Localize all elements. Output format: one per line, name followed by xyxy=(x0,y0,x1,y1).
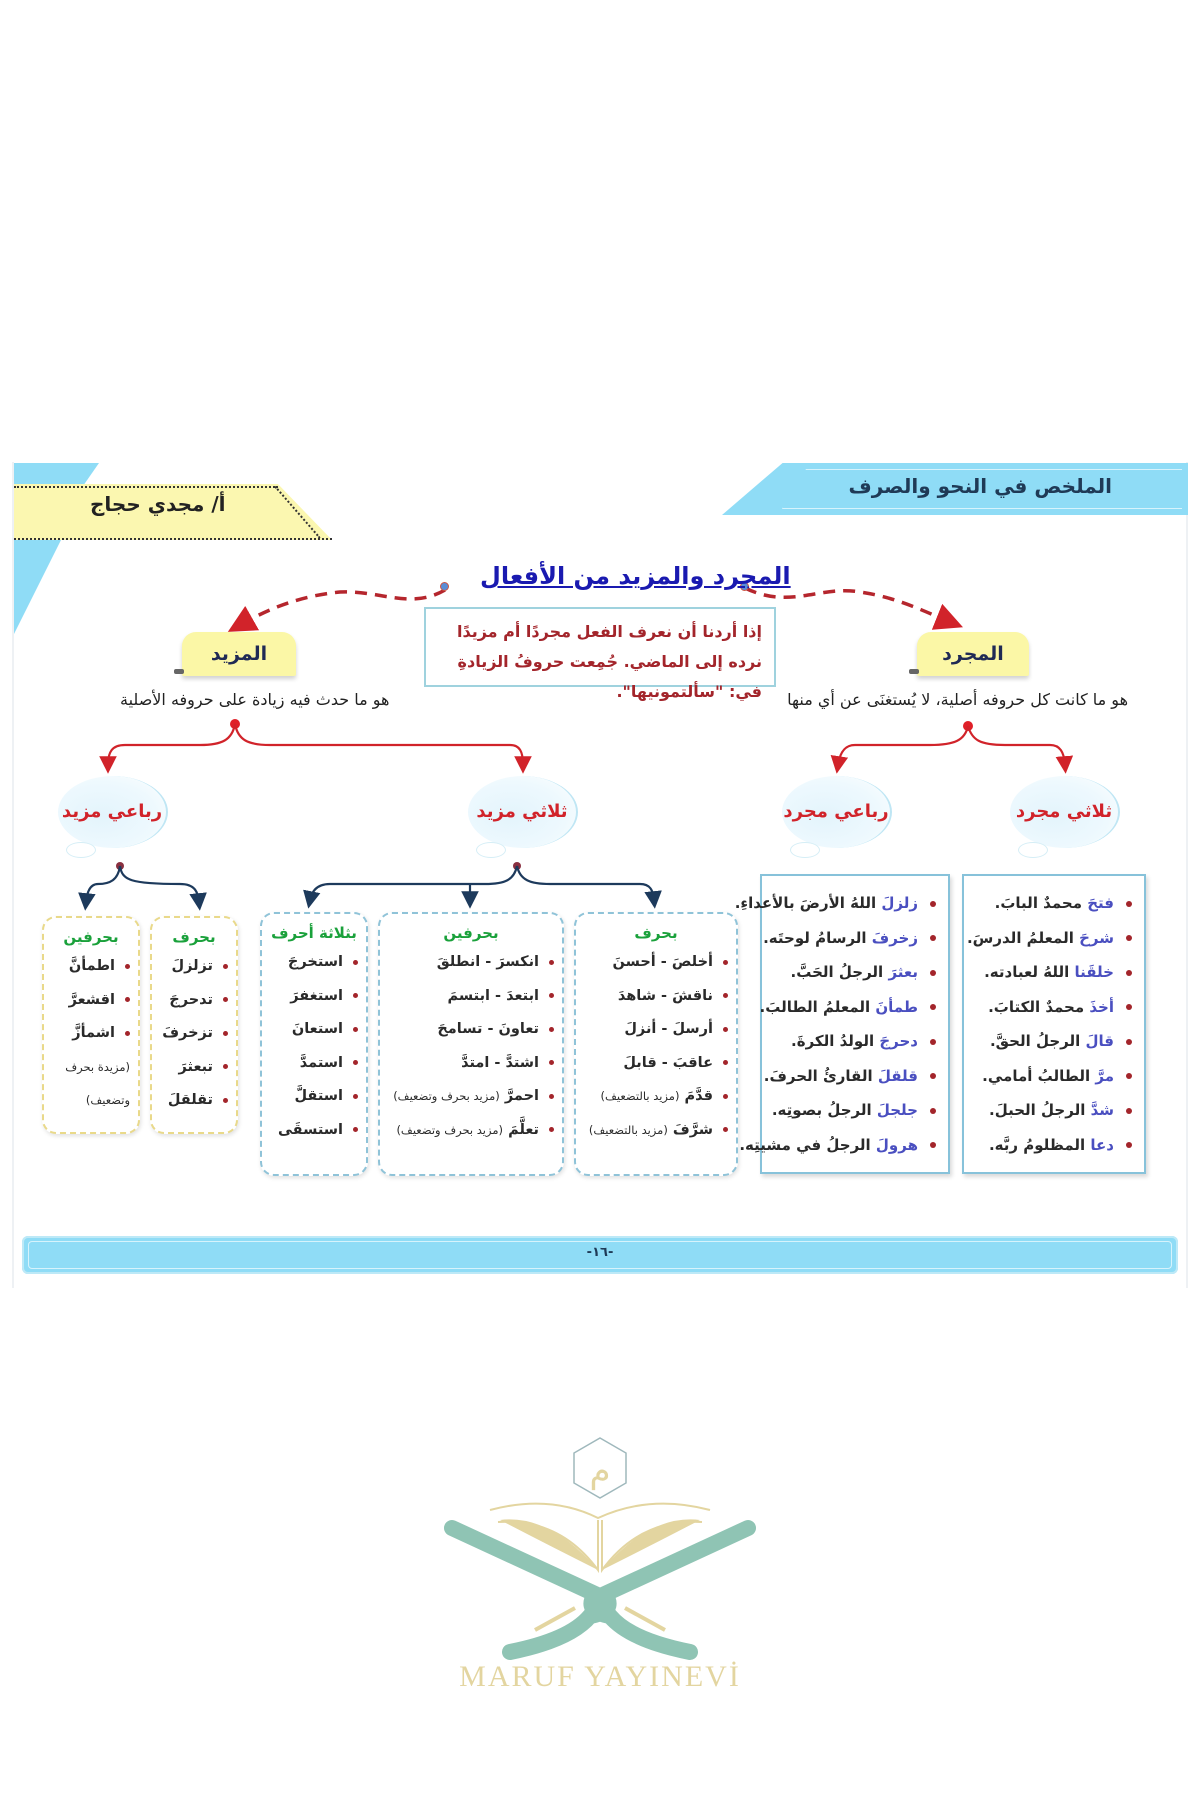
thulathi-mazeed-bubble xyxy=(468,776,578,848)
thulathi-mazeed-label: ثلاثي مزيد xyxy=(476,801,568,822)
example-item: شرَّفَ (مزيد بالتضعيف) xyxy=(580,1114,728,1148)
example-item: اشتدَّ - امتدَّ xyxy=(384,1047,554,1081)
thulathi-mazeed-one-letter xyxy=(574,912,738,1176)
example-item: قالَ الرجلُ الحقَّ. xyxy=(970,1024,1132,1059)
author-ribbon-border xyxy=(14,486,278,488)
example-item: قدَّمَ (مزيد بالتضعيف) xyxy=(580,1080,728,1114)
example-item: تعاونَ - تسامحَ xyxy=(384,1013,554,1047)
mujarrad-label: المجرد xyxy=(942,643,1004,665)
example-item: تزخرفَ xyxy=(156,1017,228,1051)
example-item: تدحرجَ xyxy=(156,984,228,1018)
example-item: بعثرَ الرجلُ الحَبَّ. xyxy=(768,955,936,990)
mazeed-definition: هو ما حدث فيه زيادة على حروفه الأصلية xyxy=(120,690,390,709)
example-item: عاقبَ - قابلَ xyxy=(580,1047,728,1081)
example-item: انكسرَ - انطلقَ xyxy=(384,946,554,980)
example-item: تبعثرَ xyxy=(156,1051,228,1085)
page-number: -١٦- xyxy=(586,1245,614,1260)
example-item: دعا المظلومُ ربَّه. xyxy=(970,1128,1132,1163)
example-item: استغفرَ xyxy=(266,980,358,1014)
example-item: أخلصَ - أحسنَ xyxy=(580,946,728,980)
example-item: ابتعدَ - ابتسمَ xyxy=(384,980,554,1014)
example-item: ناقشَ - شاهدَ xyxy=(580,980,728,1014)
rubai-mazeed-bubble xyxy=(58,776,168,848)
rubai-mujarrad-bubble xyxy=(782,776,892,848)
book-title: الملخص في النحو والصرف xyxy=(848,474,1112,498)
example-item: استسقَى xyxy=(266,1114,358,1148)
example-item: أرسلَ - أنزلَ xyxy=(580,1013,728,1047)
example-item: فتحَ محمدٌ البابَ. xyxy=(970,886,1132,921)
thulathi-mujarrad-bubble xyxy=(1010,776,1120,848)
thulathi-mazeed-three-letters xyxy=(260,912,368,1176)
rule-note-text: إذا أردنا أن نعرف الفعل مجردًا أم مزيدًا نرده إلى الماضي. جُمِعت حروفُ الزيادةِ في: "سألتمونيها". xyxy=(456,622,762,701)
group-heading: بحرفين xyxy=(443,924,499,942)
example-item: مرَّ الطالبُ أمامي. xyxy=(970,1059,1132,1094)
thulathi-mujarrad-label: ثلاثي مجرد xyxy=(1015,801,1113,822)
example-item: تزلزلَ xyxy=(156,950,228,984)
mujarrad-definition: هو ما كانت كل حروفه أصلية، لا يُستغنَى عن أي منها xyxy=(787,690,1128,709)
example-item: اطمأنَّ xyxy=(48,950,130,984)
logo-letter: م xyxy=(589,1451,611,1491)
example-item: استخرجَ xyxy=(266,946,358,980)
mazeed-tag xyxy=(182,632,296,676)
group-heading: بحرف xyxy=(172,928,216,946)
group-heading: بثلاثة أحرف xyxy=(271,924,357,942)
author-ribbon-border xyxy=(14,538,332,540)
mazeed-label: المزيد xyxy=(210,643,268,665)
rubai-mazeed-label: رباعي مزيد xyxy=(61,801,163,822)
example-item: دحرجَ الولدُ الكرةَ. xyxy=(768,1024,936,1059)
rubai-mazeed-two-letters xyxy=(42,916,140,1134)
footnote: وتضعيف) xyxy=(85,1093,130,1107)
example-item: احمرَّ (مزيد بحرف وتضعيف) xyxy=(384,1080,554,1114)
footnote: (مزيدة بحرف xyxy=(65,1059,130,1074)
book-title-ribbon xyxy=(722,463,1188,515)
example-item: زلزلَ اللهُ الأرضَ بالأعداءِ. xyxy=(768,886,936,921)
example-item: اشمأزَّ xyxy=(48,1017,130,1051)
rubai-mujarrad-label: رباعي مجرد xyxy=(783,801,889,822)
example-item: استعانَ xyxy=(266,1013,358,1047)
publisher-name: MARUF YAYINEVİ xyxy=(459,1660,741,1693)
example-item: خلقَنا اللهُ لعبادته. xyxy=(970,955,1132,990)
publisher-logo-icon xyxy=(440,1430,760,1670)
group-heading: بحرفين xyxy=(63,928,119,946)
rubai-mazeed-one-letter xyxy=(150,916,238,1134)
example-item: جلجلَ الرجلُ بصوتِه. xyxy=(768,1093,936,1128)
example-item: أخذَ محمدٌ الكتابَ. xyxy=(970,990,1132,1025)
rubai-mujarrad-examples xyxy=(734,874,950,1174)
example-item: تقلقلَ xyxy=(156,1084,228,1118)
example-item: شدَّ الرجلُ الحبلَ. xyxy=(970,1093,1132,1128)
example-item: زخرفَ الرسامُ لوحتَه. xyxy=(768,921,936,956)
author-name: أ/ مجدي حجاج xyxy=(90,492,226,516)
example-item: تعلَّمَ (مزيد بحرف وتضعيف) xyxy=(384,1114,554,1148)
rule-note-box xyxy=(424,607,776,701)
main-title: المجرد والمزيد من الأفعال xyxy=(480,562,791,590)
example-item: اقشعرَّ xyxy=(48,984,130,1018)
group-heading: بحرف xyxy=(634,924,678,942)
example-item: استقلَّ xyxy=(266,1080,358,1114)
mujarrad-tag xyxy=(917,632,1029,676)
example-item: طمأنَ المعلمُ الطالبَ. xyxy=(768,990,936,1025)
footer-bar xyxy=(22,1236,1178,1274)
example-item: شرحَ المعلمُ الدرسَ. xyxy=(970,921,1132,956)
title-connector-dot xyxy=(440,582,449,591)
example-item: هرولَ الرجلُ في مشيتِه. xyxy=(768,1128,936,1163)
example-item: استمدَّ xyxy=(266,1047,358,1081)
thulathi-mazeed-two-letters xyxy=(378,912,564,1176)
thulathi-mujarrad-examples xyxy=(962,874,1146,1174)
example-item: قلقلَ القارئُ الحرفَ. xyxy=(768,1059,936,1094)
